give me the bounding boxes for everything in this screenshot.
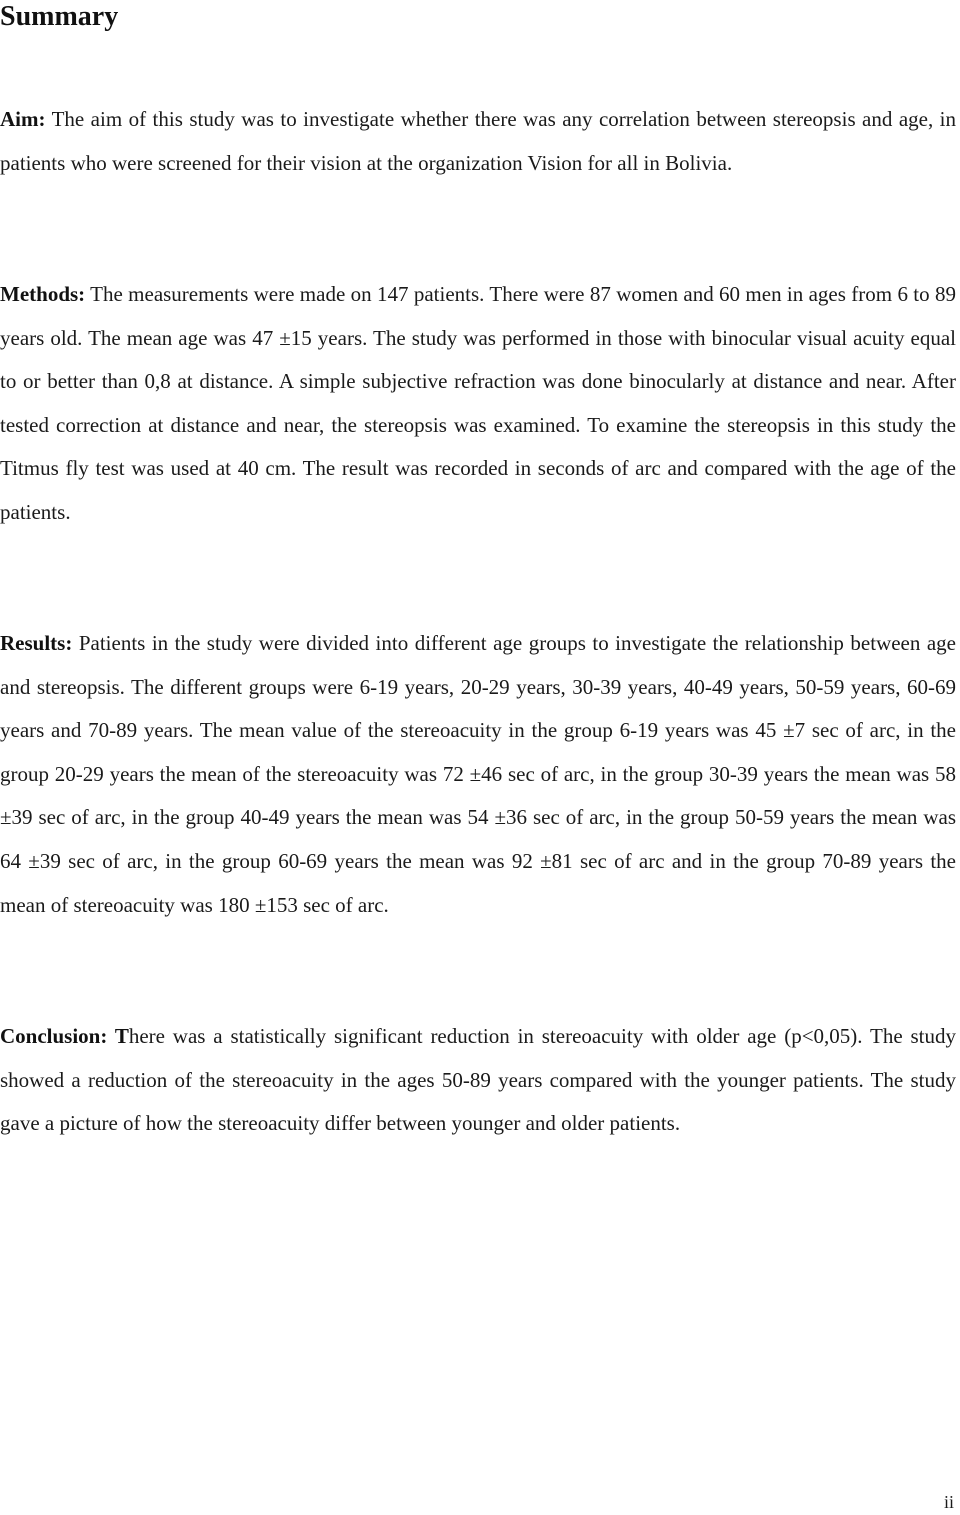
page-title: Summary <box>0 1 119 32</box>
conclusion-text: here was a statistically significant reduction in stereoacuity with older age (p<0,05). The study showed a reduction of the stereoacuity in the ages 50-89 years compared with the younger patients. The study gave a picture of how the stereoacuity differ between younger and older patients. <box>0 1024 956 1136</box>
aim-text: The aim of this study was to investigate whether there was any correlation between stereopsis and age, in patients who were screened for their vision at the organization Vision for all in Bolivia. <box>0 107 957 175</box>
aim-heading: Aim: <box>0 107 46 131</box>
results-paragraph <box>0 622 956 927</box>
conclusion-heading: Conclusion: T <box>0 1024 129 1048</box>
methods-paragraph <box>0 273 956 535</box>
conclusion-paragraph <box>0 1015 956 1146</box>
methods-text: The measurements were made on 147 patients. There were 87 women and 60 men in ages from 6 to 89 years old. The mean age was 47 ±15 years. The study was performed in those with binocular visual acuity equal to or better than 0,8 at distance. A simple subjective refraction was done binocularly at distance and near. After tested correction at distance and near, the stereopsis was examined. To examine the stereopsis in this study the Titmus fly test was used at 40 cm. The result was recorded in seconds of arc and compared with the age of the patients. <box>0 282 956 524</box>
aim-paragraph <box>0 98 956 185</box>
results-text: Patients in the study were divided into different age groups to investigate the relationship between age and stereopsis. The different groups were 6-19 years, 20-29 years, 30-39 years, 40-49 years, 50-59 years, 60-69 years and 70-89 years. The mean value of the stereoacuity in the group 6-19 years was 45 ±7 sec of arc, in the group 20-29 years the mean of the stereoacuity was 72 ±46 sec of arc, in the group 30-39 years the mean was 58 ±39 sec of arc, in the group 40-49 years the mean was 54 ±36 sec of arc, in the group 50-59 years the mean was 64 ±39 sec of arc, in the group 60-69 years the mean was 92 ±81 sec of arc and in the group 70-89 years the mean of stereoacuity was 180 ±153 sec of arc. <box>0 631 957 917</box>
page-number: ii <box>943 1492 954 1512</box>
methods-heading: Methods: <box>0 282 86 306</box>
results-heading: Results: <box>0 631 73 655</box>
